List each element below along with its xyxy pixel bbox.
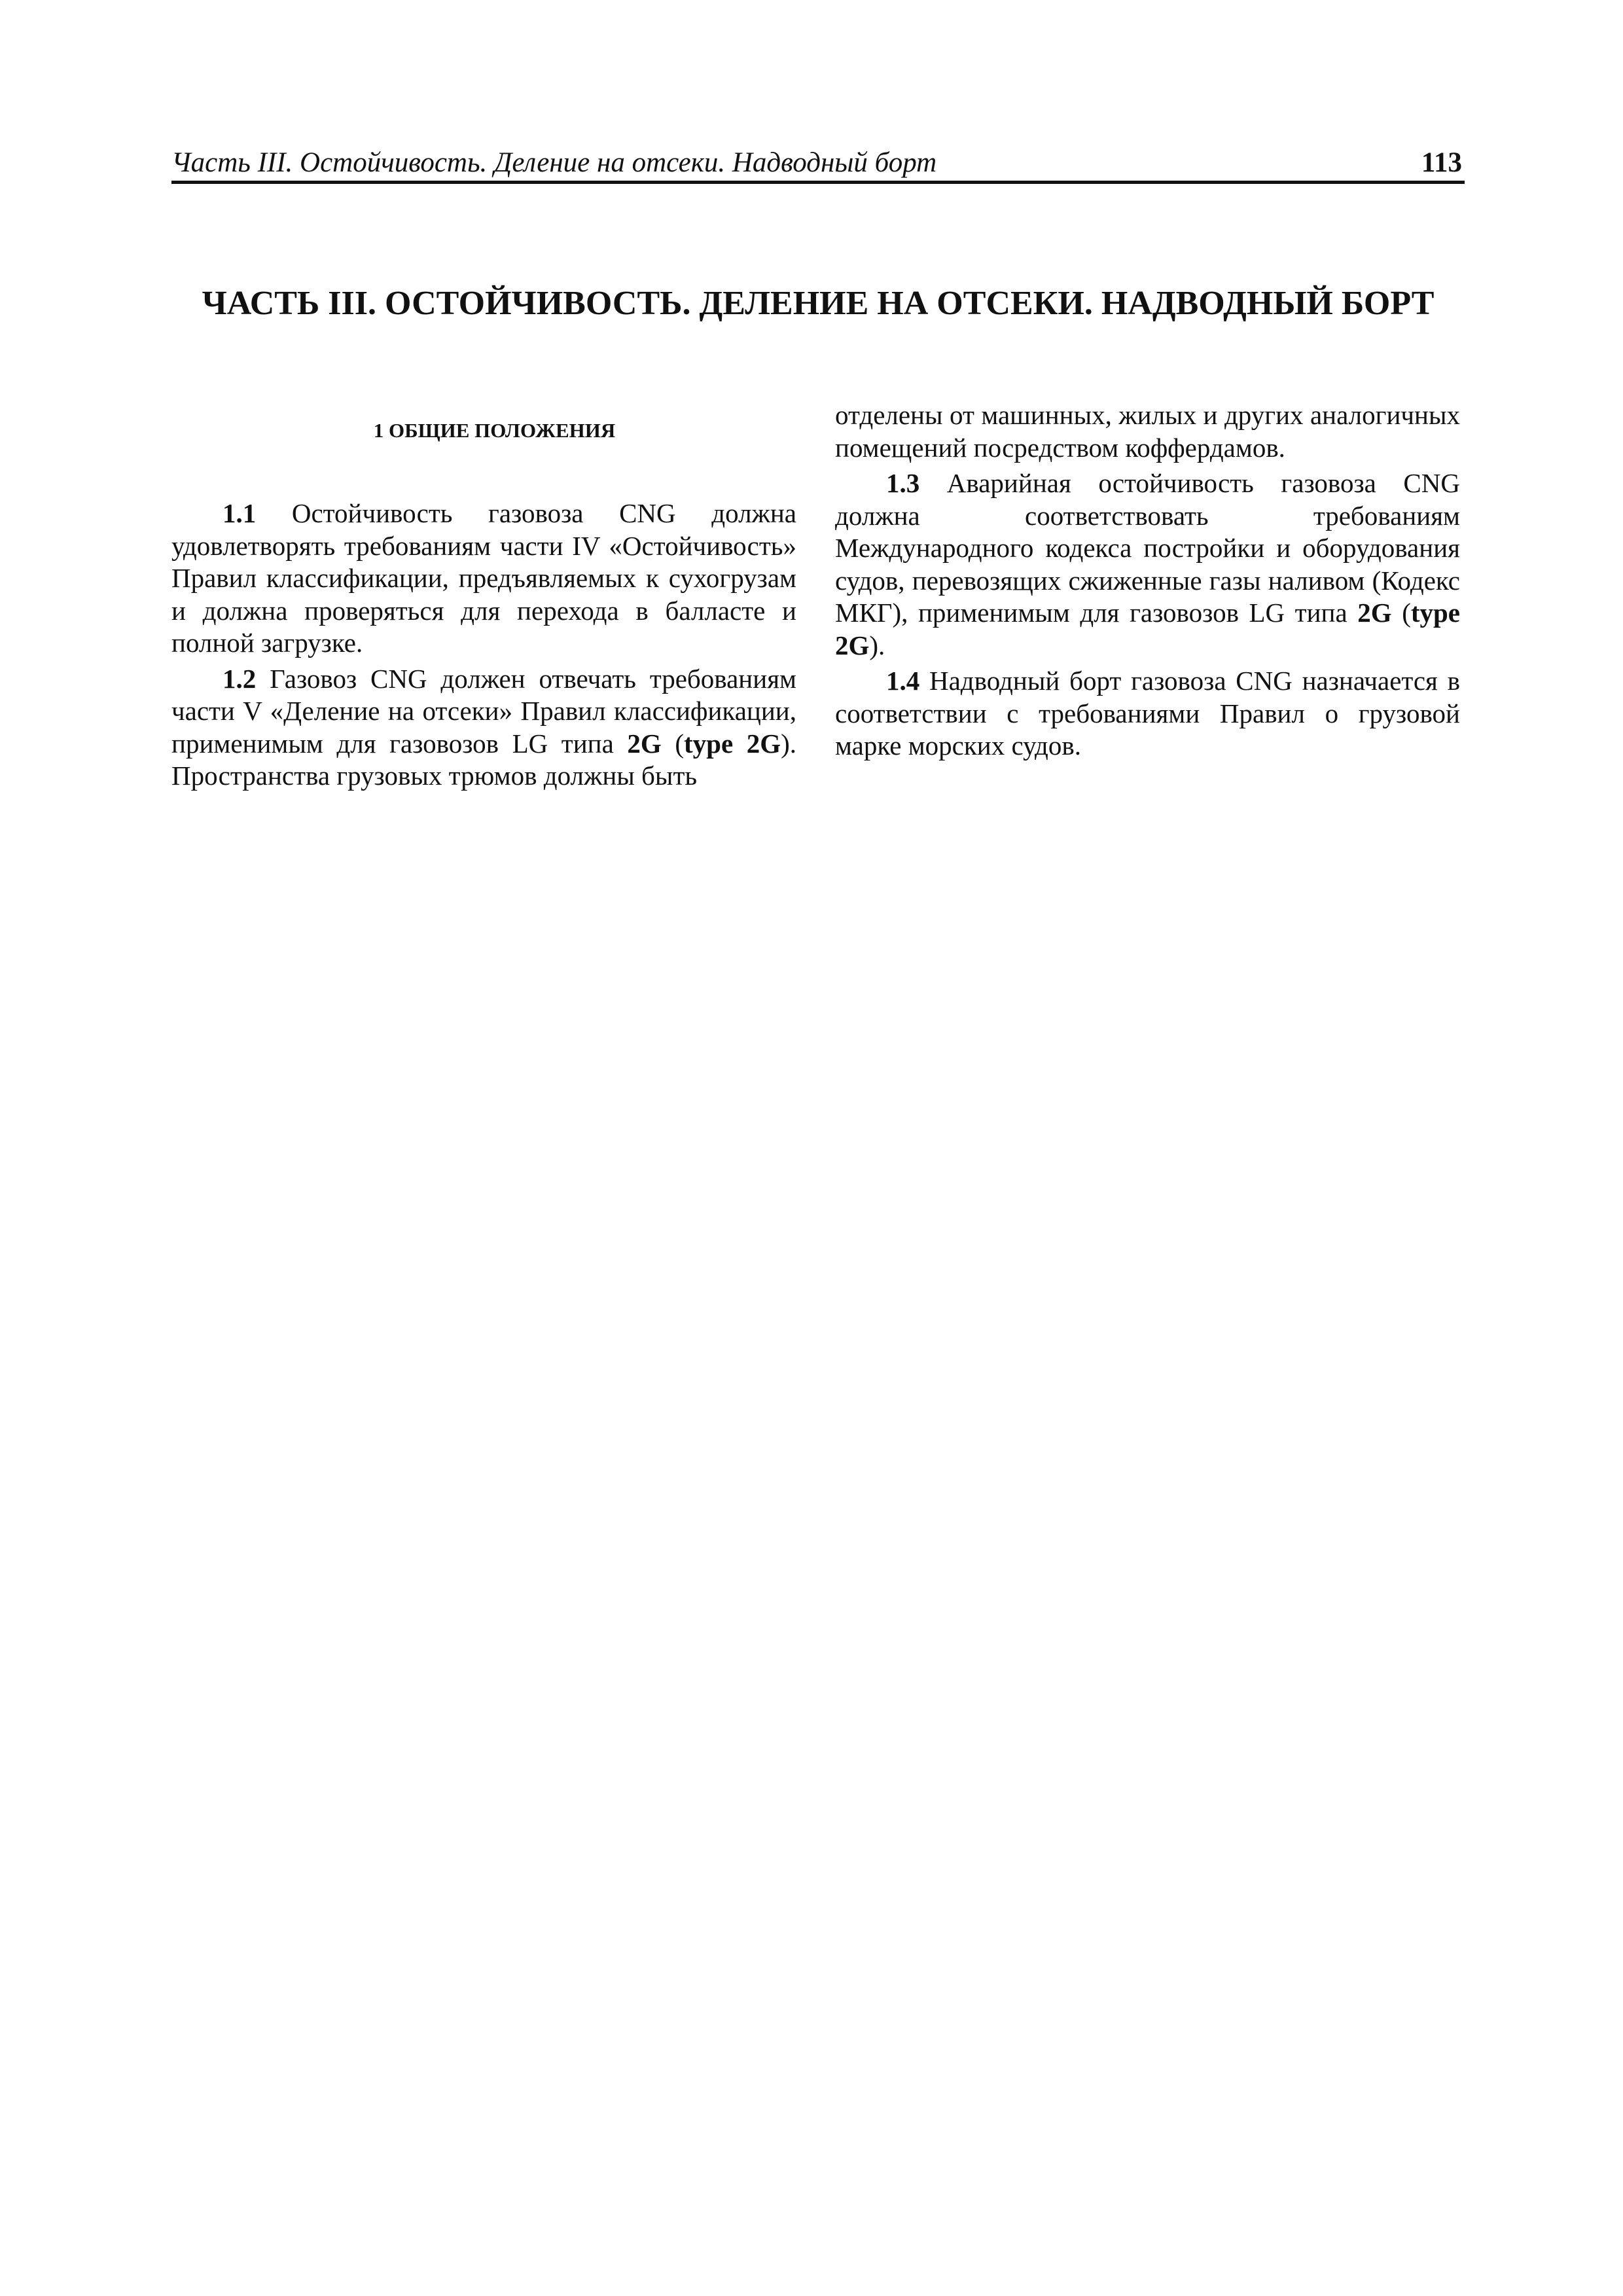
paragraph-1-2-continuation: отделены от машинных, жилых и других аналогичных помещений посредством коффердамов.	[835, 400, 1460, 463]
paragraph-text: ).	[869, 630, 885, 660]
paragraph-number: 1.3	[886, 468, 920, 498]
paragraph-number: 1.2	[223, 663, 257, 694]
paragraph-1-1	[171, 497, 796, 660]
paragraph-1-3	[835, 467, 1460, 662]
paragraph-text: Газовоз CNG должен отвечать требованиям части V «Деление на отсеки» Правил классификации, применимым для газовозов LG типа	[171, 663, 796, 759]
type-code: type 2G	[835, 598, 1460, 660]
paragraph-number: 1.4	[886, 666, 920, 696]
left-column	[171, 399, 796, 796]
page-title: ЧАСТЬ III. ОСТОЙЧИВОСТЬ. ДЕЛЕНИЕ НА ОТСЕКИ. НАДВОДНЫЙ БОРТ	[202, 285, 1435, 322]
page-number: 113	[1421, 147, 1462, 178]
paragraph-text: Надводный борт газовоза CNG назначается в соответствии с требованиями Правил о грузовой марке морских судов.	[835, 666, 1460, 761]
paragraph-1-4	[835, 665, 1460, 762]
running-header	[171, 140, 1465, 184]
paragraph-text: ). Пространства грузовых трюмов должны быть	[171, 728, 796, 791]
paragraph-text: (	[1391, 598, 1411, 628]
type-code: 2G	[627, 728, 662, 759]
type-code: type 2G	[683, 728, 781, 759]
running-title: Часть III. Остойчивость. Деление на отсеки. Надводный борт	[171, 147, 937, 178]
section-heading: 1 ОБЩИЕ ПОЛОЖЕНИЯ	[373, 419, 616, 442]
type-code: 2G	[1357, 598, 1392, 628]
right-column	[835, 399, 1460, 766]
paragraph-text: Аварийная остойчивость газовоза CNG должна соответствовать требованиям Международного кодекса постройки и оборудования судов, перевозящих сжиженные газы наливом (Кодекс МКГ), применимым для газовозов LG типа	[835, 468, 1460, 628]
paragraph-text: (	[661, 728, 684, 759]
paragraph-number: 1.1	[223, 498, 257, 528]
paragraph-text: Остойчивость газовоза CNG должна удовлетворять требованиям части IV «Остойчивость» Правил классификации, предъявляемых к сухогрузам и должна проверяться для перехода в балласте и полной загрузке.	[171, 498, 796, 658]
paragraph-1-2	[171, 663, 796, 793]
